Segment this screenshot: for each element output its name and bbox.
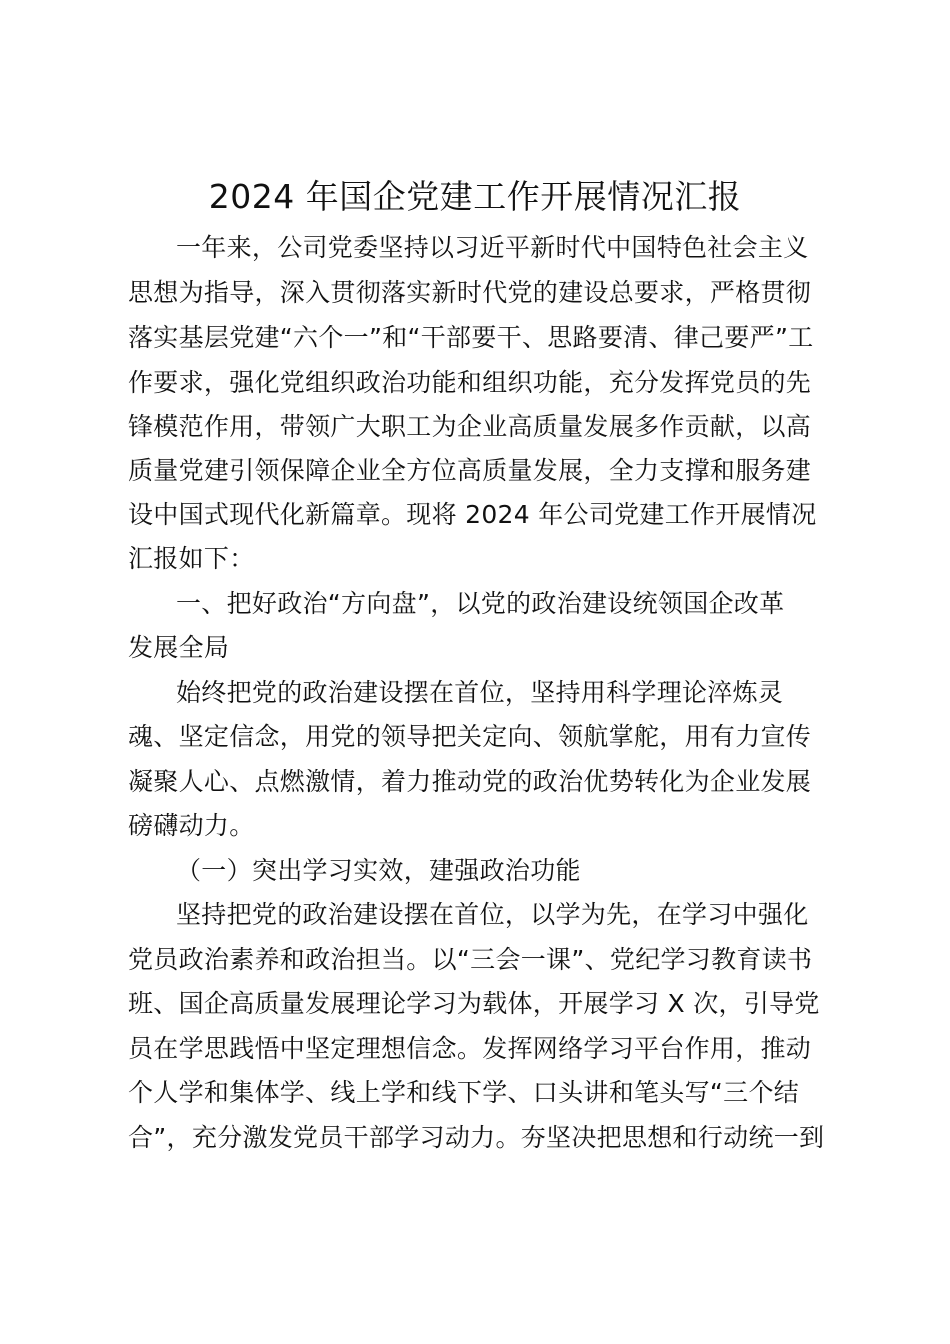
paragraph-3-line-4: 员在学思践悟中坚定理想信念。发挥网络学习平台作用，推动 (128, 1034, 812, 1063)
paragraph-2-line-4: 磅礴动力。 (128, 811, 255, 840)
paragraph-3-line-3: 班、国企高质量发展理论学习为载体，开展学习 X 次，引导党 (128, 989, 820, 1018)
paragraph-1-line-7: 设中国式现代化新篇章。现将 2024 年公司党建工作开展情况 (128, 500, 817, 529)
document-title: 2024 年国企党建工作开展情况汇报 (208, 177, 742, 216)
paragraph-2-line-2: 魂、坚定信念，用党的领导把关定向、领航掌舵，用有力宣传 (128, 722, 812, 751)
paragraph-2-line-1: 始终把党的政治建设摆在首位，坚持用科学理论淬炼灵 (176, 678, 784, 707)
paragraph-1-line-3: 落实基层党建“六个一”和“干部要干、思路要清、律己要严”工 (128, 323, 814, 352)
paragraph-3-line-2: 党员政治素养和政治担当。以“三会一课”、党纪学习教育读书 (128, 945, 813, 974)
paragraph-1-line-6: 质量党建引领保障企业全方位高质量发展，全力支撑和服务建 (128, 456, 812, 485)
paragraph-1-line-4: 作要求，强化党组织政治功能和组织功能，充分发挥党员的先 (128, 368, 812, 397)
section-heading-line-1: 一、把好政治“方向盘”，以党的政治建设统领国企改革 (176, 589, 785, 618)
paragraph-2-line-3: 凝聚人心、点燃激情，着力推动党的政治优势转化为企业发展 (128, 767, 812, 796)
paragraph-3-line-5: 个人学和集体学、线上学和线下学、口头讲和笔头写“三个结 (128, 1078, 800, 1107)
paragraph-1-line-8: 汇报如下： (128, 544, 255, 573)
paragraph-1-line-2: 思想为指导，深入贯彻落实新时代党的建设总要求，严格贯彻 (128, 278, 812, 307)
paragraph-3-line-1: 坚持把党的政治建设摆在首位，以学为先，在学习中强化 (176, 900, 809, 929)
paragraph-1-line-1: 一年来，公司党委坚持以习近平新时代中国特色社会主义 (176, 233, 809, 262)
paragraph-3-line-6: 合”，充分激发党员干部学习动力。夯坚决把思想和行动统一到 (128, 1123, 825, 1152)
subsection-heading: （一）突出学习实效，建强政治功能 (176, 856, 581, 885)
paragraph-1-line-5: 锋模范作用，带领广大职工为企业高质量发展多作贡献，以高 (128, 412, 812, 441)
section-heading-line-2: 发展全局 (128, 633, 230, 662)
